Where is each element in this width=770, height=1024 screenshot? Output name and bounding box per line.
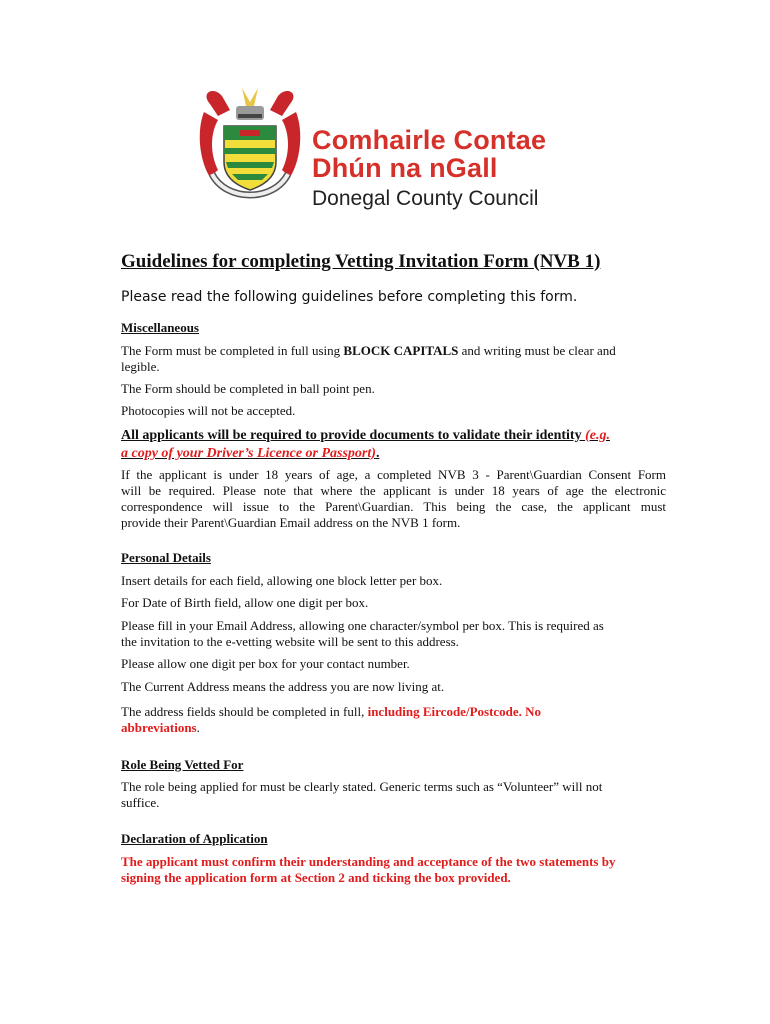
identity-notice-example-start: (e.g. (585, 428, 610, 443)
misc-p1-emphasis: BLOCK CAPITALS (343, 343, 459, 358)
under-18-paragraph (121, 467, 666, 531)
address-fields-emphasis: including Eircode/Postcode. No (367, 704, 542, 719)
logo-irish-line-2: Dhún na nGall (312, 153, 498, 183)
misc-paragraph-photocopies: Photocopies will not be accepted. (121, 403, 296, 418)
personal-paragraph-date-of-birth: For Date of Birth field, allow one digit per box. (121, 595, 369, 610)
under-18-line-1: If the applicant is under 18 years of age, a completed NVB 3 - Parent\Guardian Consent Form (121, 467, 666, 482)
declaration-paragraph (121, 854, 666, 886)
section-heading-personal-details: Personal Details (121, 550, 211, 565)
misc-p1-text-end: and writing must be clear and (458, 343, 616, 358)
identity-notice-period: . (375, 446, 380, 461)
identity-notice-example: a copy of your Driver’s Licence or Passport) (121, 446, 376, 461)
coat-of-arms-icon (196, 82, 304, 217)
identity-notice-text: All applicants will be required to provide documents to validate their identity (121, 428, 586, 443)
role-line-2: suffice. (121, 795, 160, 810)
personal-paragraph-block-letter: Insert details for each field, allowing one block letter per box. (121, 573, 443, 588)
personal-paragraph-email (121, 618, 666, 650)
logo-irish-line-1: Comhairle Contae (312, 125, 547, 155)
logo-wordmark (312, 126, 546, 216)
address-fields-text: The address fields should be completed in full, (121, 704, 368, 719)
document-title: Guidelines for completing Vetting Invitation Form (NVB 1) (121, 251, 601, 272)
personal-paragraph-current-address: The Current Address means the address you are now living at. (121, 679, 445, 694)
under-18-line-2: will be required. Please note that where the applicant is under 18 years of age the electronic (121, 483, 666, 498)
section-heading-declaration: Declaration of Application (121, 831, 268, 846)
misc-paragraph-block-capitals (121, 343, 666, 375)
misc-paragraph-ball-point: The Form should be completed in ball point pen. (121, 381, 375, 396)
personal-paragraph-contact-number: Please allow one digit per box for your contact number. (121, 656, 410, 671)
logo-english-name: Donegal County Council (312, 187, 539, 210)
role-paragraph (121, 779, 666, 811)
role-line-1: The role being applied for must be clearly stated. Generic terms such as “Volunteer” will not (121, 779, 603, 794)
misc-p1-text: The Form must be completed in full using (121, 343, 344, 358)
intro-text: Please read the following guidelines before completing this form. (121, 289, 578, 305)
section-heading-miscellaneous: Miscellaneous (121, 320, 199, 335)
council-logo (196, 82, 586, 222)
personal-email-line-1: Please fill in your Email Address, allowing one character/symbol per box. This is required as (121, 618, 604, 633)
personal-paragraph-address-fields (121, 704, 666, 736)
misc-p1-text-wrap: legible. (121, 359, 160, 374)
personal-email-line-2: the invitation to the e-vetting website will be sent to this address. (121, 634, 459, 649)
declaration-line-1: The applicant must confirm their understanding and acceptance of the two statements by (121, 854, 616, 869)
address-fields-period: . (196, 720, 200, 735)
address-fields-emphasis-end: abbreviations (121, 720, 197, 735)
under-18-line-3: correspondence will issue to the Parent\Guardian. This being the case, the applicant must (121, 499, 666, 514)
identity-documents-notice (121, 427, 666, 463)
section-heading-role: Role Being Vetted For (121, 757, 244, 772)
declaration-line-2: signing the application form at Section 2 and ticking the box provided. (121, 870, 511, 885)
under-18-line-4: provide their Parent\Guardian Email address on the NVB 1 form. (121, 515, 461, 530)
